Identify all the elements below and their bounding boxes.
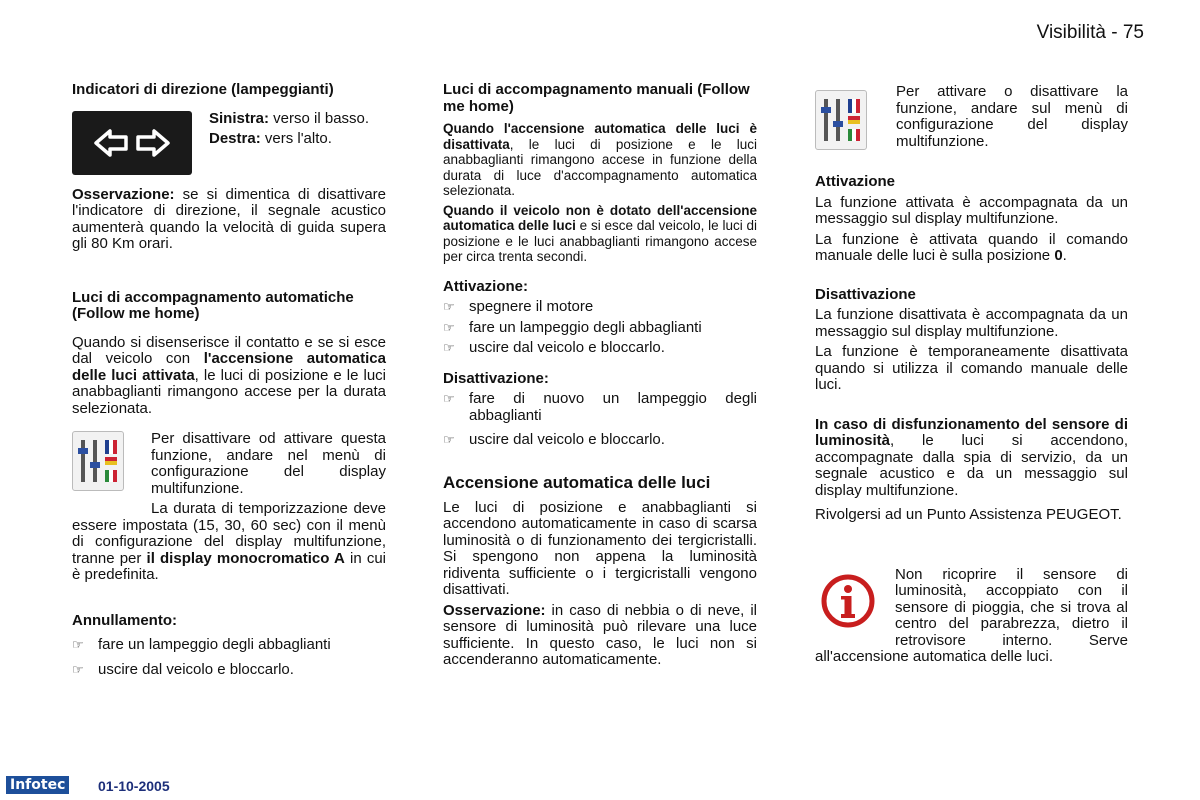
- indicators-row: [72, 111, 386, 175]
- auto-follow-text: [72, 335, 386, 418]
- activation-item: [443, 320, 757, 337]
- info-warning-icon: [820, 573, 876, 629]
- cancel-item-text: fare un lampeggio degli abbaglianti: [98, 636, 331, 653]
- header-separator: -: [1111, 22, 1118, 43]
- deactivation-item-text: uscire dal veicolo e bloccarlo.: [469, 431, 665, 448]
- manual-case-2: [443, 203, 757, 265]
- deactivation-item-text: fare di nuovo un lampeggio degli abbaglianti: [469, 390, 757, 424]
- config-menu-icon: [72, 431, 124, 491]
- hand-pointing-icon: ☞: [72, 637, 84, 652]
- duration-a: La durata di temporizzazione deve essere impostata (15, 30, 60 sec) con il menù di configurazione del display multifunzione, tranne per: [72, 500, 386, 567]
- indicators-title: Indicatori di direzione (lampeggianti): [72, 81, 334, 98]
- col3-deactivation-title: Disattivazione: [815, 285, 916, 303]
- note-text: in caso di nebbia o di neve, il sensore di luminosità può rilevare una luce sufficiente. In questo caso, le luci non si accenderanno automaticamente.: [443, 601, 757, 668]
- warning-text-content: Non ricoprire il sensore di luminosità, accoppiato con il sensore di pioggia, che si trova al centro del parabrezza, dietro il retrovisore interno. Serve all'accensione automatica delle luci.: [815, 565, 1128, 665]
- page-number: 75: [1122, 22, 1144, 43]
- auto-text-a: Quando si disenserisce il contatto e se si esce dal veicolo con: [72, 333, 386, 367]
- note-text: se si dimentica di disattivare l'indicatore di direzione, il segnale acustico aumenterà quando la velocità di guida supera gli 80 Km orari.: [72, 185, 386, 252]
- activation-item-text: fare un lampeggio degli abbaglianti: [469, 318, 702, 336]
- col3-deactivation-p2: La funzione è temporaneamente disattivata quando si utilizza il comando manuale delle luci.: [815, 343, 1128, 393]
- indicators-text: [209, 111, 386, 175]
- cancel-item: [72, 662, 386, 679]
- deactivation-item: [443, 391, 757, 424]
- activation-p2-a: La funzione è attivata quando il comando manuale delle luci è sulla posizione: [815, 230, 1128, 264]
- cancel-item: [72, 637, 386, 654]
- hand-pointing-icon: ☞: [443, 319, 455, 335]
- note-label: Osservazione:: [72, 185, 175, 203]
- hand-pointing-icon: ☞: [443, 299, 455, 314]
- case2-text: e si esce dal veicolo, le luci di posizione e le luci anabbaglianti rimangono accese per circa trenta secondi.: [443, 218, 758, 264]
- column-2: [443, 82, 757, 669]
- manual-case-1: [443, 121, 757, 199]
- hand-pointing-icon: ☞: [443, 391, 455, 406]
- page-header: [1037, 22, 1144, 44]
- activation-p2-b: 0: [1054, 247, 1063, 264]
- activation-p2-c: .: [1062, 247, 1067, 264]
- col3-activation-p2: [815, 232, 1128, 265]
- config-text-1: Per disattivare od attivare questa funzione, andare nel menù di configurazione del display multifunzione.: [151, 430, 386, 497]
- case1-text: , le luci di posizione e le luci anabbaglianti rimangono accese in funzione della durata di luce d'accompagnamento automatica selezionata.: [443, 136, 757, 198]
- activation-item-text: spegnere il motore: [469, 298, 594, 315]
- activation-item: [443, 299, 757, 316]
- col3-activation-p1: La funzione attivata è accompagnata da un messaggio sul display multifunzione.: [815, 193, 1128, 227]
- fault-rest: , le luci si accendono, accompagnate dalla spia di servizio, da un segnale acustico e da un messaggio sul display multifunzione.: [815, 432, 1128, 499]
- auto-follow-title: Luci di accompagnamento automatiche (Follow me home): [72, 288, 354, 322]
- fault-text: [815, 417, 1128, 500]
- cancel-title: Annullamento:: [72, 611, 177, 629]
- config-row-2: [815, 84, 1128, 150]
- left-label: Sinistra:: [209, 109, 270, 127]
- deactivation-title: Disattivazione:: [443, 369, 549, 387]
- infotec-logo: Infotec: [6, 776, 69, 794]
- hand-pointing-icon: ☞: [72, 661, 84, 677]
- col3-activation-title: Attivazione: [815, 173, 896, 190]
- auto-text-b: l'accensione automatica delle luci attivata: [72, 350, 386, 384]
- config-menu-icon: [815, 90, 867, 150]
- section-title: Visibilità: [1036, 22, 1106, 43]
- column-1: [72, 82, 386, 678]
- manual-title: Luci di accompagnamento manuali (Follow me home): [443, 81, 750, 115]
- case1-bold: Quando l'accensione automatica delle luci è disattivata: [443, 121, 757, 152]
- warning-box: [815, 567, 1128, 666]
- contact-text: Rivolgersi ad un Punto Assistenza PEUGEOT.: [815, 506, 1122, 523]
- activation-title: Attivazione:: [443, 277, 529, 295]
- col3-deactivation-p1: La funzione disattivata è accompagnata da un messaggio sul display multifunzione.: [815, 306, 1128, 340]
- config-text-2: Per attivare o disattivare la funzione, andare sul menù di configurazione del display multifunzione.: [896, 83, 1128, 150]
- case2-bold: Quando il veicolo non è dotato dell'accensione automatica delle luci: [443, 202, 757, 233]
- config-row-1: [72, 431, 386, 497]
- cancel-item-text: uscire dal veicolo e bloccarlo.: [98, 660, 294, 678]
- indicators-note: [72, 187, 386, 253]
- right-text: vers l'alto.: [260, 130, 332, 147]
- duration-text: [72, 501, 386, 584]
- hand-pointing-icon: ☞: [443, 432, 455, 447]
- left-text: verso il basso.: [269, 109, 370, 127]
- duration-c: in cui è predefinita.: [72, 549, 386, 583]
- auto-lights-text: Le luci di posizione e anabbaglianti si accendono automaticamente in caso di scarsa luminosità o di funzionamento dei tergicristalli. Si spengono non appena la luminosità ridiventa sufficiente o i tergicristalli vengono disattivati.: [443, 498, 757, 598]
- footer-date: 01-10-2005: [98, 778, 170, 794]
- duration-b: il display monocromatico A: [146, 549, 345, 567]
- auto-lights-note: [443, 603, 757, 669]
- auto-lights-title: Accensione automatica delle luci: [443, 472, 711, 492]
- activation-item: [443, 340, 757, 357]
- turn-signal-arrows-icon: [72, 111, 192, 175]
- note-label: Osservazione:: [443, 601, 546, 619]
- fault-bold: In caso di disfunzionamento del sensore di luminosità: [815, 415, 1128, 449]
- hand-pointing-icon: ☞: [443, 340, 455, 355]
- column-3: [815, 84, 1128, 666]
- deactivation-item: [443, 432, 757, 449]
- auto-text-c: , le luci di posizione e le luci anabbaglianti rimangono accese per la durata selezionata.: [72, 366, 386, 417]
- right-label: Destra:: [209, 130, 261, 147]
- activation-item-text: uscire dal veicolo e bloccarlo.: [469, 339, 665, 356]
